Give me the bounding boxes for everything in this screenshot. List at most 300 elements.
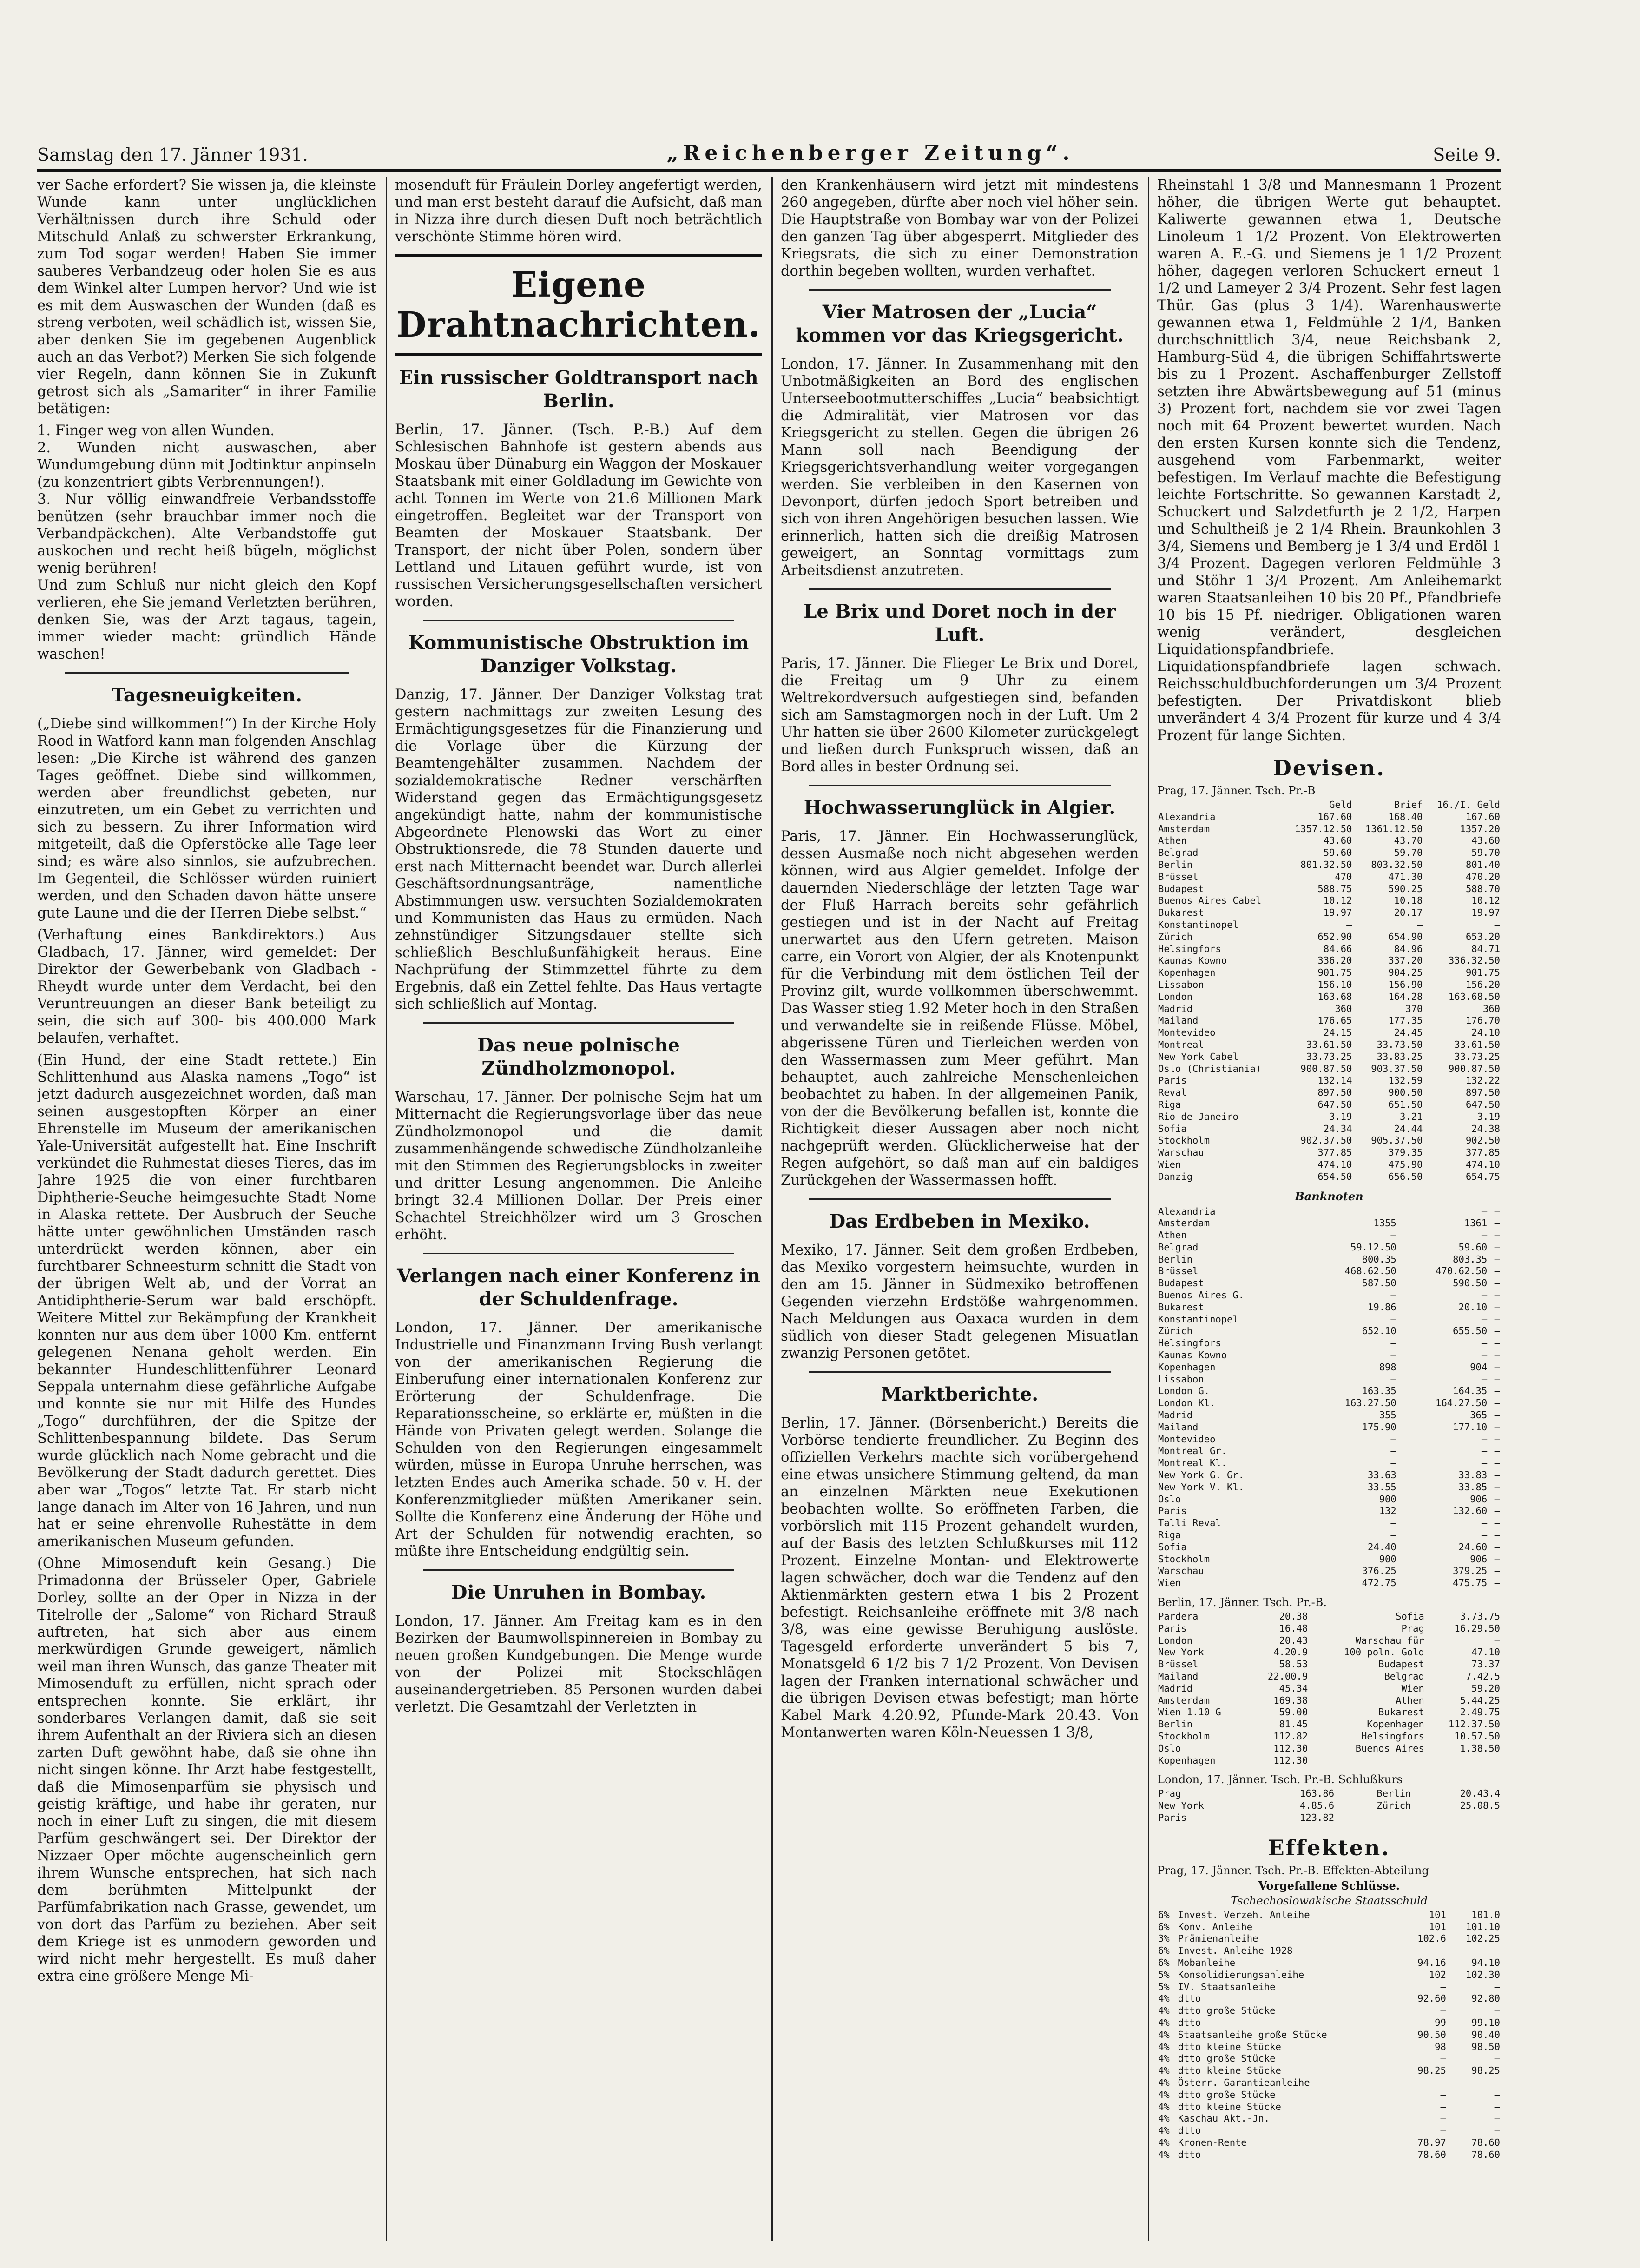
- table-row: [1157, 1135, 1501, 1147]
- table-row: [1157, 1409, 1501, 1422]
- column-4: [1157, 177, 1501, 2241]
- table-cell: 163.35: [1362, 1385, 1396, 1397]
- banknoten-rows: [1157, 1206, 1501, 1590]
- table-row: [1157, 1981, 1501, 1993]
- table-cell: Lissabon: [1158, 1373, 1204, 1385]
- table-cell: 10.12: [1323, 895, 1352, 906]
- table-cell: 112.37.50: [1448, 1719, 1500, 1730]
- table-cell: 1361.12.50: [1365, 823, 1423, 834]
- table-cell: —: [1494, 1634, 1500, 1646]
- section-divider: [809, 1371, 1111, 1373]
- table-cell: Konstantinopel: [1158, 1313, 1238, 1325]
- table-cell: Invest. Anleihe 1928: [1178, 1945, 1293, 1957]
- table-cell: Montevideo: [1158, 1433, 1216, 1445]
- section-divider: [423, 1569, 734, 1571]
- table-cell: —: [1494, 1565, 1500, 1577]
- table-cell: 898: [1379, 1361, 1396, 1373]
- table-cell: London: [1158, 991, 1193, 1002]
- table-cell: 25.08.5: [1460, 1800, 1500, 1812]
- table-cell: 176.70: [1465, 1015, 1500, 1026]
- table-cell: Alexandria: [1158, 1205, 1216, 1217]
- table-cell: —: [1390, 1445, 1396, 1457]
- table-cell: 6%: [1158, 1945, 1170, 1957]
- table-cell: 379.35: [1388, 1147, 1423, 1158]
- table-cell: Montreal Gr.: [1158, 1445, 1227, 1457]
- table-cell: 656.50: [1388, 1170, 1423, 1182]
- table-cell: —: [1494, 1529, 1500, 1541]
- table-row: [1157, 1494, 1501, 1506]
- table-cell: Helsingfors: [1361, 1730, 1424, 1742]
- table-cell: —: [1390, 1517, 1396, 1529]
- table-cell: 156.20: [1465, 979, 1500, 990]
- article-text: (Ein Hund, der eine Stadt rettete.) Ein Schlittenhund aus Alaska namens „Togo“ ist jetzt dadurch ausgezeichnet worden, daß man seinen ausgestopften Körper an einer Ehrenstelle im Museum der amerikanischen Yale-Universität aufgestellt hat. Eine Inschrift verkündet die Ruhmestat dieses Tieres, das im Jahre 1925 die von einer furchtbaren Diphtherie-Seuche heimgesuchte Stadt Nome in Alaska rettete. Der Ausbruch der Seuche hätte unter gewöhnlichen Umständen rasch unterdrückt werden können, aber ein furchtbarer Schneesturm schnitt die Stadt von der übrigen Welt ab, und der Vorrat an Antidiphtherie-Serum war bald erschöpft. Weitere Mittel zur Bekämpfung der Krankheit konnten nur aus dem über 1000 Km. entfernt gelegenen Nenana geholt werden. Ein bekannter Hundeschlittenführer Leonard Seppala unternahm diese gefährliche Aufgabe und konnte sie nur mit Hilfe des Hundes „Togo“ durchführen, der die Spitze der Schlittenbespannung bildete. Das Serum wurde glücklich nach Nome gebracht und die Bevölkerung der Stadt dadurch gerettet. Dies aber war „Togos“ letzte Tat. Er starb nicht lange danach im Alter von 16 Jahren, und nun hat er seine ehrenvolle Ruhestätte in dem amerikanischen Museum gefunden.: [37, 1052, 376, 1550]
- devisen-subheading: Prag, 17. Jänner. Tsch. Pr.-B: [1157, 784, 1316, 797]
- table-cell: 5.44.25: [1460, 1694, 1500, 1706]
- table-cell: 101.10: [1465, 1921, 1500, 1932]
- table-cell: 33.61.50: [1306, 1038, 1352, 1050]
- table-cell: —: [1481, 1230, 1488, 1241]
- table-row: [1157, 1481, 1501, 1494]
- table-cell: —: [1494, 1493, 1500, 1505]
- table-row: [1157, 1695, 1501, 1707]
- table-cell: 164.28: [1388, 991, 1423, 1002]
- article-text: Rheinstahl 1 3/8 und Mannesmann 1 Prozent höher, die übrigen Werte gut behauptet. Kaliwerte gewannen etwa 1, Deutsche Linoleum 1 1/2 Prozent. Von Elektrowerten waren A. E.-G. und Siemens je 1 1/2 Prozent höher, dagegen verloren Schuckert erneut 1 1/2 und Lameyer 2 3/4 Prozent. Sehr fest lagen Thür. Gas (plus 3 1/4). Warenhauswerte gewannen etwa 1, Feldmühle 2 1/4, Banken durchschnittlich 3/4, neue Reichsbank 2, Hamburg-Süd 4, die übrigen Schiffahrtswerte bis zu 1 Prozent. Aschaffenburger Zellstoff setzten ihre Abwärtsbewegung auf 51 (minus 3) Prozent fort, nachdem sie vor zwei Tagen noch mit 64 Prozent bewertet wurden. Nach den ersten Kursen konnte sich die Tendenz, ausgehend vom Farbenmarkt, weiter befestigen. Im Verlauf machte die Befestigung leichte Fortschritte. So gewannen Karstadt 2, Schuckert und Salzdetfurth je 2 1/2, Harpen und Schultheiß je 2 1/4 Rhein. Braunkohlen 3 3/4, Siemens und Bemberg je 1 3/4 und Erdöl 1 3/4 Prozent. Dagegen verloren Feldmühle 3 und Stöhr 1 3/4 Prozent. Am Anleihemarkt waren Staatsanleihen 10 bis 20 Pf., Pfandbriefe 10 bis 15 Pf. niedriger. Obligationen waren wenig verändert, desgleichen Liquidationspfandbriefe. Liquidationspfandbriefe lagen schwach. Reichsschuldbuchforderungen um 3/4 Prozent befestigten. Der Privatdiskont blieb unverändert 4 3/4 Prozent für kurze und 4 3/4 Prozent für lange Sichten.: [1157, 177, 1501, 744]
- table-cell: —: [1440, 2076, 1446, 2088]
- table-cell: 98: [1435, 2041, 1446, 2052]
- page-header: [37, 123, 1501, 172]
- table-cell: 901.75: [1465, 967, 1500, 979]
- table-cell: dtto kleine Stücke: [1178, 2065, 1281, 2076]
- column-3: [781, 177, 1139, 2241]
- table-cell: 78.60: [1471, 2136, 1500, 2148]
- table-cell: 4%: [1158, 2136, 1170, 2148]
- table-cell: Bukarest: [1158, 907, 1204, 919]
- table-row: [1157, 811, 1501, 823]
- table-cell: —: [1481, 1529, 1488, 1541]
- list-item: Und zum Schluß nur nicht gleich den Kopf verlieren, ehe Sie jemand Verletzten berühren, denken Sie, was der Arzt tagaus, tagein, immer wieder macht: gründlich Hände waschen!: [37, 577, 376, 662]
- column-rule: [771, 177, 773, 2241]
- table-cell: —: [1494, 1541, 1500, 1553]
- table-cell: 5%: [1158, 1969, 1170, 1980]
- table-cell: 59.20: [1471, 1682, 1500, 1694]
- table-cell: 102.30: [1465, 1969, 1500, 1980]
- table-cell: 904: [1470, 1361, 1488, 1373]
- table-cell: 4%: [1158, 2113, 1170, 2124]
- table-cell: 59.60: [1323, 847, 1352, 859]
- banknoten-table: [1157, 1206, 1501, 1590]
- table-cell: 16.48: [1279, 1622, 1308, 1634]
- table-cell: 33.55: [1368, 1481, 1396, 1493]
- table-cell: 475.90: [1388, 1158, 1423, 1170]
- table-row: [1157, 1719, 1501, 1731]
- table-cell: 903.37.50: [1371, 1063, 1423, 1074]
- table-cell: Mailand: [1158, 1670, 1199, 1682]
- table-cell: Helsingfors: [1158, 943, 1221, 954]
- table-row: [1157, 1505, 1501, 1517]
- table-cell: 337.20: [1388, 955, 1423, 966]
- table-cell: Madrid: [1158, 1682, 1193, 1694]
- table-row: [1157, 1039, 1501, 1051]
- table-cell: 123.82: [1300, 1812, 1335, 1823]
- table-cell: 33.61.50: [1454, 1038, 1500, 1050]
- section-divider: [809, 289, 1111, 291]
- table-cell: 59.70: [1394, 847, 1423, 859]
- table-row: [1157, 1422, 1501, 1434]
- berlin-table: [1157, 1611, 1501, 1766]
- table-cell: 43.70: [1394, 835, 1423, 846]
- table-cell: 6%: [1158, 1921, 1170, 1932]
- article-text: London, 17. Jänner. Der amerikanische Industrielle und Finanzmann Irving Bush verlangt von der amerikanischen Regierung die Einberufung einer internationalen Konferenz zur Erörterung der Schuldenfrage. Die Reparationsscheine, so erklärte er, müßten in die Hände von Privaten gelegt werden. Solange die Schulden von den Regierungen eingesammelt würden, müsse in Europa Unruhe herrschen, was letzten Endes auch Amerika schade. 50 v. H. der Konferenzmitglieder müßten Amerikaner sein. Sollte die Konferenz eine Änderung der Höhe und Art der Schulden für notwendig erachten, so müßte ihre Entscheidung endgültig sein.: [395, 1320, 762, 1560]
- table-cell: Warschau: [1158, 1147, 1204, 1158]
- effekten-heading: Effekten.: [1268, 1835, 1390, 1860]
- table-cell: 471.30: [1388, 871, 1423, 882]
- table-cell: 4%: [1158, 1993, 1170, 2004]
- table-cell: —: [1494, 1457, 1500, 1469]
- table-cell: 168.40: [1388, 811, 1423, 822]
- table-cell: Mailand: [1158, 1421, 1199, 1433]
- table-cell: 651.50: [1388, 1098, 1423, 1110]
- table-cell: —: [1494, 2005, 1500, 2017]
- table-cell: dtto: [1178, 2017, 1201, 2028]
- table-cell: 360: [1482, 1003, 1500, 1014]
- section-divider: [423, 1022, 734, 1024]
- table-cell: —: [1494, 2101, 1500, 2112]
- table-row: [1157, 1517, 1501, 1529]
- table-cell: 102.25: [1465, 1933, 1500, 1944]
- table-cell: Belgrad: [1384, 1670, 1424, 1682]
- table-cell: 1.38.50: [1460, 1742, 1500, 1754]
- table-cell: Berlin: [1158, 1719, 1193, 1730]
- table-cell: 132: [1379, 1505, 1396, 1517]
- table-cell: 33.73.50: [1377, 1038, 1423, 1050]
- table-cell: —: [1494, 1349, 1500, 1361]
- table-cell: —: [1390, 1337, 1396, 1349]
- table-cell: Reval: [1158, 1087, 1187, 1098]
- table-cell: 655.50: [1453, 1325, 1488, 1337]
- section-divider: [423, 1253, 734, 1254]
- table-row: [1157, 955, 1501, 967]
- table-cell: 24.60: [1458, 1541, 1488, 1553]
- table-cell: Bukarest: [1378, 1706, 1424, 1718]
- devisen-rows: [1157, 811, 1501, 1183]
- table-cell: dtto: [1178, 1993, 1201, 2004]
- table-cell: Budapest: [1158, 1277, 1204, 1289]
- table-cell: 164.27.50: [1436, 1397, 1488, 1409]
- newspaper-title: „Reichenberger Zeitung“.: [666, 141, 1074, 165]
- table-cell: 24.15: [1323, 1027, 1352, 1038]
- table-cell: 654.50: [1317, 1170, 1352, 1182]
- table-cell: 360: [1335, 1003, 1352, 1014]
- table-cell: —: [1390, 1289, 1396, 1301]
- table-cell: 59.00: [1279, 1706, 1308, 1718]
- table-cell: Invest. Verzeh. Anleihe: [1178, 1909, 1310, 1920]
- table-cell: —: [1494, 1301, 1500, 1313]
- article-text: („Diebe sind willkommen!“) In der Kirche Holy Rood in Watford kann man folgenden Anschlag lesen: „Die Kirche ist während des ganzen Tages geöffnet. Diebe sind willkommen, werden aber freundlichst gebeten, nur einzutreten, um ein Gebet zu verrichten und sich zu bessern. Zu ihrer Information wird mitgeteilt, daß die Opferstöcke alle Tage leer sind; es wäre also sinnlos, sie aufzubrechen. Im Gegenteil, die Schlösser würden ruiniert werden, und den Schaden davon hätte unsere gute Laune und die der Herren Diebe selbst.“: [37, 716, 376, 921]
- article-title: Vier Matrosen der „Lucia“ kommen vor das Kriegsgericht.: [796, 301, 1124, 346]
- column-rule: [1148, 177, 1149, 2241]
- table-cell: 98.50: [1471, 2041, 1500, 2052]
- table-cell: Belgrad: [1158, 1241, 1199, 1253]
- effekten-subheading-2: Vorgefallene Schlüsse.: [1258, 1878, 1400, 1892]
- table-row: [1157, 1683, 1501, 1695]
- table-cell: 4%: [1158, 2149, 1170, 2160]
- table-cell: —: [1390, 1373, 1396, 1385]
- table-cell: —: [1494, 1373, 1500, 1385]
- table-cell: New York: [1158, 1800, 1204, 1812]
- table-row: [1157, 2113, 1501, 2125]
- table-cell: Stockholm: [1158, 1730, 1210, 1742]
- table-row: [1157, 1788, 1501, 1800]
- table-cell: 132.60: [1453, 1505, 1488, 1517]
- table-row: [1157, 943, 1501, 955]
- table-cell: 84.96: [1394, 943, 1423, 954]
- table-cell: Paris: [1158, 1622, 1187, 1634]
- table-cell: London: [1158, 1634, 1193, 1646]
- table-cell: —: [1481, 1457, 1488, 1469]
- article-text: (Ohne Mimosenduft kein Gesang.) Die Primadonna der Brüsseler Oper, Gabriele Dorley, sollte an der Oper in Nizza in der Titelrolle der „Salome“ von Richard Strauß auftreten, hat sich aber aus einem merkwürdigen Grunde geweigert, nämlich weil man ihren Wunsch, das ganze Theater mit Mimosenduft zu erfüllen, nicht sprach oder entsprechen konnte. Sie erklärt, ihr sonderbares Verlangen damit, daß sie seit ihrem Aufenthalt an der Riviera sich an diesen zarten Duft gewöhnt habe, daß sie ohne ihn nicht singen könne. Ihr Arzt habe festgestellt, daß die Mimosenparfüm sie physisch und geistig kräftige, und habe ihr geraten, nur noch in einer Luft zu singen, die mit diesem Parfüm geschwängert sei. Der Direktor der Nizzaer Oper möchte augenscheinlich gern ihrem Wunsche entsprechen, hat sich nach dem berühmten Mittelpunkt der Parfümfabrikation nach Grasse, gewendet, um von dort das Parfüm zu beziehen. Aber seit dem Kriege ist es unmodern geworden und wird nicht mehr hergestellt. Es muß daher extra eine größere Menge Mi-: [37, 1555, 376, 1984]
- table-cell: 4%: [1158, 2101, 1170, 2112]
- table-row: [1157, 1147, 1501, 1159]
- table-cell: —: [1440, 1981, 1446, 1992]
- table-cell: New York Cabel: [1158, 1051, 1238, 1062]
- london-rows: [1157, 1788, 1501, 1824]
- table-cell: 112.82: [1273, 1730, 1308, 1742]
- table-cell: —: [1494, 1409, 1500, 1421]
- table-cell: —: [1494, 1517, 1500, 1529]
- table-row: [1157, 1063, 1501, 1075]
- table-cell: 4%: [1158, 2029, 1170, 2040]
- table-row: [1157, 1969, 1501, 1981]
- table-cell: Zürich: [1377, 1800, 1411, 1812]
- table-cell: —: [1494, 1241, 1500, 1253]
- table-cell: 474.10: [1465, 1158, 1500, 1170]
- table-cell: 470: [1335, 871, 1352, 882]
- table-cell: Lissabon: [1158, 979, 1204, 990]
- table-row: [1157, 823, 1501, 835]
- table-cell: 900.87.50: [1300, 1063, 1352, 1074]
- table-cell: 78.60: [1417, 2149, 1446, 2160]
- table-cell: Mailand: [1158, 1015, 1199, 1026]
- table-cell: 336.32.50: [1448, 955, 1500, 966]
- table-cell: Kaschau Akt.-Jn.: [1178, 2113, 1270, 2124]
- table-row: [1157, 1337, 1501, 1349]
- list-item: 2. Wunden nicht auswaschen, aber Wundumgebung dünn mit Jodtinktur anpinseln (zu konzentriert gibts Verbrennungen!).: [37, 440, 376, 490]
- table-cell: —: [1494, 1230, 1500, 1241]
- table-cell: New York G. Gr.: [1158, 1469, 1245, 1481]
- table-cell: 336.20: [1317, 955, 1352, 966]
- table-cell: 587.50: [1362, 1277, 1396, 1289]
- table-row: [1157, 1957, 1501, 1969]
- table-cell: London G.: [1158, 1385, 1210, 1397]
- table-row: [1157, 2041, 1501, 2053]
- table-cell: —: [1481, 1433, 1488, 1445]
- table-cell: 19.86: [1368, 1301, 1396, 1313]
- article-text: Paris, 17. Jänner. Ein Hochwasserunglück, dessen Ausmaße noch nicht abgesehen werden können, wird aus Algier gemeldet. Infolge der dauernden Niederschläge der letzten Tage war der Fluß Harrach bereits sehr gefährlich gestiegen und ist in der Nacht auf Freitag unerwartet aus den Ufern getreten. Maison carre, ein Vorort von Algier, der als Knotenpunkt für die Verbindung mit dem östlichen Teil der Provinz gilt, wurde vollkommen überschwemmt. Das Wasser stieg 1.92 Meter hoch in den Straßen und verwandelte sie in reißende Flüsse. Möbel, abgerissene Türen und Tierleichen werden von den Wassermassen zum Meer geführt. Man behauptet, auch zahlreiche Menschenleichen beobachtet zu haben. In der allgemeinen Panik, von der die Bevölkerung befallen ist, konnte die Richtigkeit dieser Aussagen aber noch nicht nachgeprüft werden. Glücklicherweise hat der Regen aufgehört, so daß man auf ein baldiges Zurückgehen der Wassermassen hofft.: [781, 828, 1139, 1189]
- table-cell: —: [1440, 2125, 1446, 2136]
- table-cell: Österr. Garantieanleihe: [1178, 2076, 1310, 2088]
- section-divider: [423, 620, 734, 621]
- table-cell: —: [1494, 1217, 1500, 1229]
- page-number: Seite 9.: [1433, 145, 1501, 165]
- table-cell: Zürich: [1158, 931, 1193, 942]
- list-item: 1. Finger weg von allen Wunden.: [37, 423, 275, 439]
- table-row: [1157, 1731, 1501, 1743]
- table-cell: 24.40: [1368, 1541, 1396, 1553]
- table-row: [1157, 991, 1501, 1003]
- table-cell: —: [1494, 1945, 1500, 1957]
- table-cell: —: [1390, 1529, 1396, 1541]
- table-cell: 900.50: [1388, 1087, 1423, 1098]
- table-cell: —: [1494, 2125, 1500, 2136]
- berlin-subheading: Berlin, 17. Jänner. Tsch. Pr.-B.: [1157, 1596, 1327, 1609]
- table-cell: —: [1440, 2053, 1446, 2064]
- table-cell: 654.75: [1465, 1170, 1500, 1182]
- table-cell: 475.75: [1453, 1577, 1488, 1589]
- table-row: [1157, 2101, 1501, 2113]
- table-cell: Prag: [1401, 1622, 1424, 1634]
- table-cell: 167.60: [1465, 811, 1500, 822]
- effekten-subheading-3: Tschechoslowakische Staatsschuld: [1231, 1894, 1428, 1907]
- table-cell: —: [1494, 1265, 1500, 1277]
- table-cell: Wien: [1158, 1158, 1181, 1170]
- table-row: [1157, 1003, 1501, 1015]
- table-cell: 19.97: [1323, 907, 1352, 919]
- section-divider: [809, 588, 1111, 590]
- table-row: [1157, 1027, 1501, 1039]
- table-row: [1157, 1302, 1501, 1314]
- table-cell: 175.90: [1362, 1421, 1396, 1433]
- table-row: [1157, 1230, 1501, 1242]
- table-cell: Budapest: [1378, 1659, 1424, 1670]
- table-cell: Staatsanleihe große Stücke: [1178, 2029, 1327, 2040]
- table-cell: 3.19: [1329, 1111, 1352, 1122]
- table-cell: 33.83.25: [1377, 1051, 1423, 1062]
- table-row: [1157, 1015, 1501, 1027]
- table-row: [1157, 1123, 1501, 1135]
- article-title: Marktberichte.: [881, 1383, 1039, 1405]
- table-row: [1157, 1314, 1501, 1326]
- table-cell: Belgrad: [1158, 847, 1199, 859]
- table-row: [1157, 1051, 1501, 1063]
- table-row: [1157, 1362, 1501, 1374]
- table-cell: 101: [1429, 1921, 1446, 1932]
- column-rule: [386, 177, 387, 2241]
- table-cell: —: [1440, 2101, 1446, 2112]
- table-row: [1157, 2005, 1501, 2017]
- table-row: [1157, 1743, 1501, 1755]
- table-cell: 468.62.50: [1344, 1265, 1396, 1277]
- table-cell: 470.62.50: [1436, 1265, 1488, 1277]
- table-row: [1157, 1529, 1501, 1541]
- table-row: [1157, 1812, 1501, 1824]
- table-cell: 33.63: [1368, 1469, 1396, 1481]
- table-cell: Amsterdam: [1158, 1217, 1210, 1229]
- table-cell: —: [1494, 1313, 1500, 1325]
- table-cell: —: [1494, 1385, 1500, 1397]
- table-row: [1157, 1265, 1501, 1277]
- table-cell: Stockholm: [1158, 1135, 1210, 1146]
- article-text: Warschau, 17. Jänner. Der polnische Sejm hat um Mitternacht die Regierungsvorlage über das neue Zündholzmonopol und die damit zusammenhängende schwedische Zündholzanleihe mit den Stimmen des Regierungsblocks in zweiter und dritter Lesung angenommen. Die Anleihe bringt 32.4 Millionen Dollar. Der Preis einer Schachtel Streichhölzer wird um 3 Groschen erhöht.: [395, 1089, 762, 1243]
- table-cell: —: [1481, 1205, 1488, 1217]
- table-cell: [1157, 799, 1283, 811]
- table-cell: dtto große Stücke: [1178, 2053, 1276, 2064]
- table-cell: Konsolidierungsanleihe: [1178, 1969, 1304, 1980]
- table-cell: —: [1494, 1337, 1500, 1349]
- table-cell: Kaunas Kowno: [1158, 955, 1227, 966]
- section-banner: Eigene Drahtnachrichten.: [395, 254, 762, 356]
- table-row: [1157, 919, 1501, 931]
- effekten-rows: [1157, 1909, 1501, 2161]
- table-cell: 803.32.50: [1371, 859, 1423, 870]
- table-cell: —: [1481, 1517, 1488, 1529]
- table-cell: —: [1390, 1349, 1396, 1361]
- table-cell: —: [1494, 1981, 1500, 1992]
- table-cell: 2.49.75: [1460, 1706, 1500, 1718]
- table-row: [1157, 1933, 1501, 1945]
- table-cell: Buenos Aires G.: [1158, 1289, 1245, 1301]
- table-cell: dtto große Stücke: [1178, 2005, 1276, 2017]
- table-cell: Stockholm: [1158, 1553, 1210, 1565]
- table-cell: Riga: [1158, 1098, 1181, 1110]
- table-cell: 7.42.5: [1465, 1670, 1500, 1682]
- table-cell: —: [1494, 1469, 1500, 1481]
- table-cell: Oslo: [1158, 1742, 1181, 1754]
- table-cell: 99: [1435, 2017, 1446, 2028]
- table-row: [1157, 1635, 1501, 1647]
- table-cell: 653.20: [1465, 931, 1500, 942]
- table-cell: 43.60: [1323, 835, 1352, 846]
- table-row: [1157, 967, 1501, 979]
- table-cell: 376.25: [1362, 1565, 1396, 1577]
- table-cell: 365: [1470, 1409, 1488, 1421]
- table-cell: —: [1494, 2053, 1500, 2064]
- article-title: Kommunistische Obstruktion im Danziger Volkstag.: [408, 632, 749, 677]
- table-cell: Talli Reval: [1158, 1517, 1221, 1529]
- table-cell: 377.85: [1465, 1147, 1500, 1158]
- header-date: Samstag den 17. Jänner 1931.: [37, 145, 308, 165]
- table-cell: 92.60: [1417, 1993, 1446, 2004]
- table-cell: 156.10: [1317, 979, 1352, 990]
- table-row: [1157, 1445, 1501, 1457]
- table-row: [1157, 1277, 1501, 1289]
- table-cell: 84.71: [1471, 943, 1500, 954]
- table-cell: Alexandria: [1158, 811, 1216, 822]
- table-row: [1157, 1111, 1501, 1123]
- table-cell: London Kl.: [1158, 1397, 1216, 1409]
- table-cell: 24.10: [1471, 1027, 1500, 1038]
- table-cell: 33.85: [1458, 1481, 1488, 1493]
- table-row: [1157, 979, 1501, 991]
- table-row: [1157, 1075, 1501, 1087]
- table-cell: IV. Staatsanleihe: [1178, 1981, 1276, 1992]
- table-cell: Riga: [1158, 1529, 1181, 1541]
- table-row: [1157, 1254, 1501, 1266]
- table-cell: 904.25: [1388, 967, 1423, 979]
- table-cell: Kaunas Kowno: [1158, 1349, 1227, 1361]
- table-cell: 132.14: [1317, 1075, 1352, 1086]
- table-cell: 102.6: [1417, 1933, 1446, 1944]
- section-heading: Tagesneuigkeiten.: [112, 684, 302, 706]
- table-cell: Brüssel: [1158, 1265, 1199, 1277]
- table-cell: 19.97: [1471, 907, 1500, 919]
- table-cell: [1335, 1812, 1412, 1824]
- table-cell: dtto kleine Stücke: [1178, 2101, 1281, 2112]
- table-cell: Rio de Janeiro: [1158, 1111, 1238, 1122]
- table-cell: 81.45: [1279, 1719, 1308, 1730]
- table-cell: Madrid: [1158, 1003, 1193, 1014]
- table-cell: 100 poln. Gold: [1344, 1646, 1424, 1658]
- article-text: London, 17. Jänner. In Zusammenhang mit den Unbotmäßigkeiten an Bord des englischen Unterseebootmutterschiffes „Lucia“ beabsichtigt die Admiralität, vier Matrosen vor das Kriegsgericht zu stellen. Gegen die übrigen 26 Mann soll nach Beendigung der Kriegsgerichtsverhandlung weiter vorgegangen werden. Sie verbleiben in den Kasernen von Devonport, dürfen jedoch Sport betreiben und sich von ihren Angehörigen besuchen lassen. Wie erinnerlich, hatten sich die dreißig Matrosen geweigert, an Sonntag vormittags zum Arbeitsdienst anzutreten.: [781, 356, 1139, 579]
